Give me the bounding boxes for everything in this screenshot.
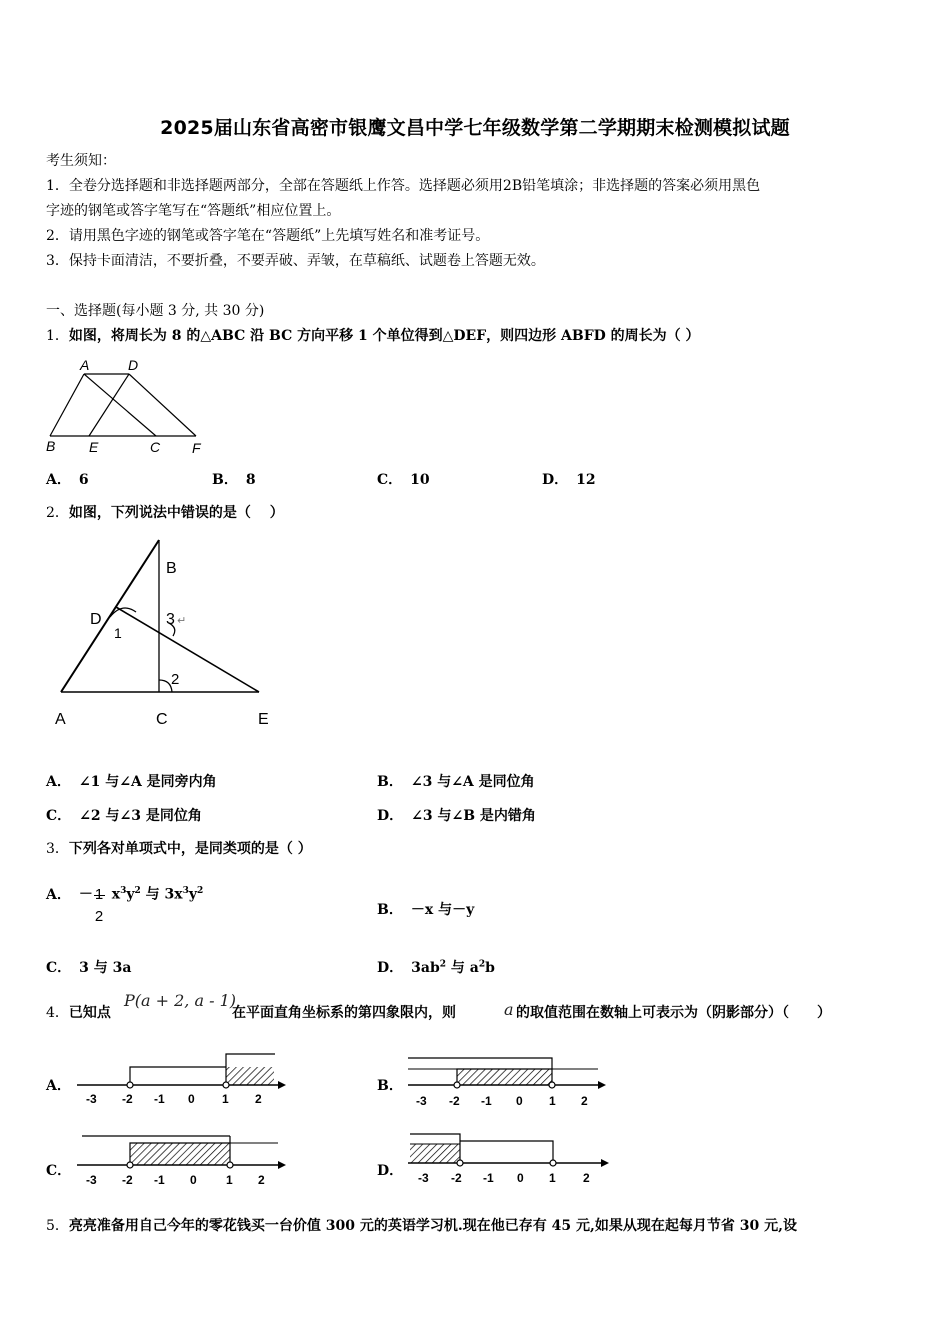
q2-option-b[interactable] (377, 771, 535, 791)
q2-label-b: B (166, 560, 177, 577)
tick-label: 1 (549, 1171, 556, 1185)
tick-label: -2 (449, 1094, 460, 1108)
q4-text-post: 的取值范围在数轴上可表示为（阴影部分）（ ） (516, 1005, 831, 1021)
q1-option-b[interactable] (212, 469, 256, 489)
term-part: 与 a (446, 960, 479, 976)
option-text: ∠1 与∠A 是同旁内角 (78, 774, 217, 790)
endpoint-open (223, 1082, 229, 1088)
q1-option-a[interactable] (46, 469, 89, 489)
question-text: 如图，将周长为 8 的△ABC 沿 BC 方向平移 1 个单位得到△DEF，则四边形 ABFD 的周长为（ ） (68, 328, 700, 344)
q1-label-d: D (128, 357, 139, 373)
endpoint-open (549, 1082, 555, 1088)
option-text: ∠2 与∠3 是同位角 (79, 808, 202, 824)
q4-option-c[interactable] (46, 1160, 71, 1180)
endpoint-open (127, 1162, 133, 1168)
page-title: 2025届山东省高密市银鹰文昌中学七年级数学第二学期期末检测模拟试题 (160, 117, 790, 139)
tick-label: 0 (517, 1171, 524, 1185)
option-label: B． (377, 774, 403, 790)
section-heading: 一、选择题(每小题 3 分, 共 30 分) (46, 303, 265, 319)
question-number: 1． (46, 328, 69, 344)
tick-label: -2 (122, 1092, 133, 1106)
q4-option-b[interactable] (377, 1075, 403, 1095)
q3-option-d[interactable] (377, 957, 495, 977)
option-label: D． (377, 808, 404, 824)
q1-edge-ab (50, 374, 84, 436)
tick-label: 0 (188, 1092, 195, 1106)
option-text: 3 与 3a (79, 960, 132, 976)
tick-label: -2 (122, 1173, 133, 1187)
endpoint-open (127, 1082, 133, 1088)
exponent: 2 (439, 959, 447, 970)
tick-label: 1 (549, 1094, 556, 1108)
range-bracket-left (130, 1067, 226, 1085)
question-text: 下列各对单项式中，是同类项的是（ ） (68, 841, 312, 857)
q1-label-c: C (150, 439, 161, 455)
option-label: D． (542, 472, 569, 488)
shaded-region (226, 1067, 274, 1085)
option-label: D． (377, 1163, 404, 1179)
tick-label: 2 (258, 1173, 265, 1187)
option-label: A． (46, 886, 71, 903)
term-part: 与 3x (140, 886, 183, 903)
q1-label-b: B (46, 438, 56, 454)
minus-sign: － (78, 886, 93, 903)
exponent: 2 (478, 959, 486, 970)
q2-label-2: 2 (171, 671, 180, 688)
tick-label: 0 (516, 1094, 523, 1108)
tick-label: -1 (483, 1171, 494, 1185)
shaded-region (457, 1069, 552, 1085)
notice-line-4: 3．保持卡面清洁，不要折叠，不要弄破、弄皱，在草稿纸、试题卷上答题无效。 (46, 253, 545, 269)
q2-label-e: E (258, 711, 269, 728)
question-1 (46, 326, 700, 346)
exponent: 3 (120, 886, 127, 896)
q2-label-3: 3 (166, 611, 175, 628)
axis-arrow (601, 1159, 609, 1167)
tick-label: 2 (255, 1092, 262, 1106)
shaded-region (130, 1143, 230, 1165)
option-label: D． (377, 960, 404, 976)
question-4 (46, 1003, 111, 1023)
tick-label: 2 (583, 1171, 590, 1185)
term-part: b (485, 960, 495, 976)
q4-numberline-b (403, 1052, 613, 1112)
exponent: 2 (134, 886, 141, 896)
endpoint-open (454, 1082, 460, 1088)
question-number: 4． (46, 1005, 69, 1021)
option-text: 12 (576, 472, 596, 488)
q4-text-mid: 在平面直角坐标系的第四象限内，则 (232, 1005, 456, 1021)
q2-return-mark: ↵ (177, 615, 187, 627)
q1-label-a: A (80, 357, 90, 373)
range-bracket-right (460, 1141, 553, 1163)
q4-numberline-a (72, 1047, 287, 1109)
q1-option-c[interactable] (377, 469, 430, 489)
q3-option-b[interactable] (377, 899, 474, 919)
notice-line-2: 字迹的钢笔或答字笔写在“答题纸”相应位置上。 (46, 203, 341, 219)
term-part: y (126, 886, 135, 903)
q2-label-1: 1 (114, 625, 122, 641)
axis-arrow (278, 1081, 286, 1089)
tick-label: 0 (190, 1173, 197, 1187)
q3-option-c[interactable] (46, 957, 131, 977)
fraction-denominator: 2 (94, 907, 104, 925)
question-5 (46, 1216, 797, 1236)
exponent: 2 (197, 886, 204, 896)
question-text: 亮亮准备用自己今年的零花钱买一台价值 300 元的英语学习机.现在他已存有 45 元,如果从现在起每月节省 30 元,设 (68, 1218, 797, 1234)
option-label: C． (46, 960, 72, 976)
question-number: 2． (46, 505, 69, 521)
option-label: A． (46, 472, 71, 488)
q1-edge-df (129, 374, 196, 436)
option-label: C． (377, 472, 403, 488)
q4-numberline-d (403, 1128, 613, 1190)
option-text: ∠3 与∠B 是内错角 (411, 808, 536, 824)
notice-line-1: 1．全卷分选择题和非选择题两部分，全部在答题纸上作答。选择题必须用2B铅笔填涂；非选择题的答案必须用黑色 (46, 178, 761, 194)
tick-label: -1 (154, 1173, 165, 1187)
q2-option-d[interactable] (377, 805, 536, 825)
q1-figure (44, 356, 214, 458)
option-label: B． (377, 902, 403, 918)
question-text: 如图，下列说法中错误的是（ ） (68, 505, 284, 521)
question-3 (46, 839, 312, 859)
q1-option-d[interactable] (542, 469, 596, 489)
shaded-region (410, 1144, 460, 1163)
q2-line-de (116, 607, 259, 692)
tick-label: 2 (581, 1094, 588, 1108)
fraction (93, 875, 107, 925)
option-text: 10 (410, 472, 430, 488)
exponent: 3 (182, 886, 189, 896)
range-bracket-upper (408, 1058, 552, 1069)
term-part: 3ab (411, 960, 440, 976)
tick-label: -1 (481, 1094, 492, 1108)
fraction-bar (94, 895, 105, 896)
question-number: 3． (46, 841, 69, 857)
endpoint-open (457, 1160, 463, 1166)
q1-label-f: F (192, 440, 201, 456)
q4-option-d[interactable] (377, 1160, 403, 1180)
q2-option-a[interactable] (46, 771, 217, 791)
q2-figure (44, 532, 284, 732)
axis-arrow (278, 1161, 286, 1169)
q3-option-a[interactable] (46, 871, 204, 925)
question-number: 5． (46, 1218, 69, 1234)
endpoint-open (227, 1162, 233, 1168)
tick-label: -2 (451, 1171, 462, 1185)
question-2 (46, 503, 284, 523)
notice-heading: 考生须知： (46, 153, 116, 169)
term-part: y (188, 886, 198, 903)
tick-label: -3 (86, 1173, 97, 1187)
q1-label-e: E (89, 439, 99, 455)
option-label: B． (212, 472, 238, 488)
q4-numberline-c (72, 1130, 287, 1192)
tick-label: 1 (222, 1092, 229, 1106)
notice-line-3: 2．请用黑色字迹的钢笔或答字笔在“答题纸”上先填写姓名和准考证号。 (46, 228, 490, 244)
q2-label-c: C (156, 711, 168, 728)
question-text-pre: 已知点 (68, 1005, 111, 1021)
option-label: C． (46, 1163, 72, 1179)
tick-label: -3 (416, 1094, 427, 1108)
tick-label: 1 (226, 1173, 233, 1187)
option-text: －x 与－y (410, 902, 475, 918)
q4-variable: a (504, 1000, 514, 1019)
q2-option-c[interactable] (46, 805, 202, 825)
option-label: B． (377, 1078, 403, 1094)
fraction-numerator: 1 (94, 885, 104, 903)
option-text: 6 (78, 472, 89, 488)
term-part: x (106, 886, 121, 903)
option-text: ∠3 与∠A 是同位角 (410, 774, 535, 790)
endpoint-open (550, 1160, 556, 1166)
q2-label-a: A (55, 711, 66, 728)
q2-label-d: D (90, 611, 102, 628)
option-label: A． (46, 774, 71, 790)
option-text: 8 (245, 472, 256, 488)
q4-option-a[interactable] (46, 1075, 71, 1095)
tick-label: -1 (154, 1092, 165, 1106)
tick-label: -3 (86, 1092, 97, 1106)
q4-point-expression: P(a + 2, a - 1) (124, 991, 237, 1010)
tick-label: -3 (418, 1171, 429, 1185)
option-label: C． (46, 808, 72, 824)
axis-arrow (598, 1081, 606, 1089)
option-label: A． (46, 1078, 71, 1094)
